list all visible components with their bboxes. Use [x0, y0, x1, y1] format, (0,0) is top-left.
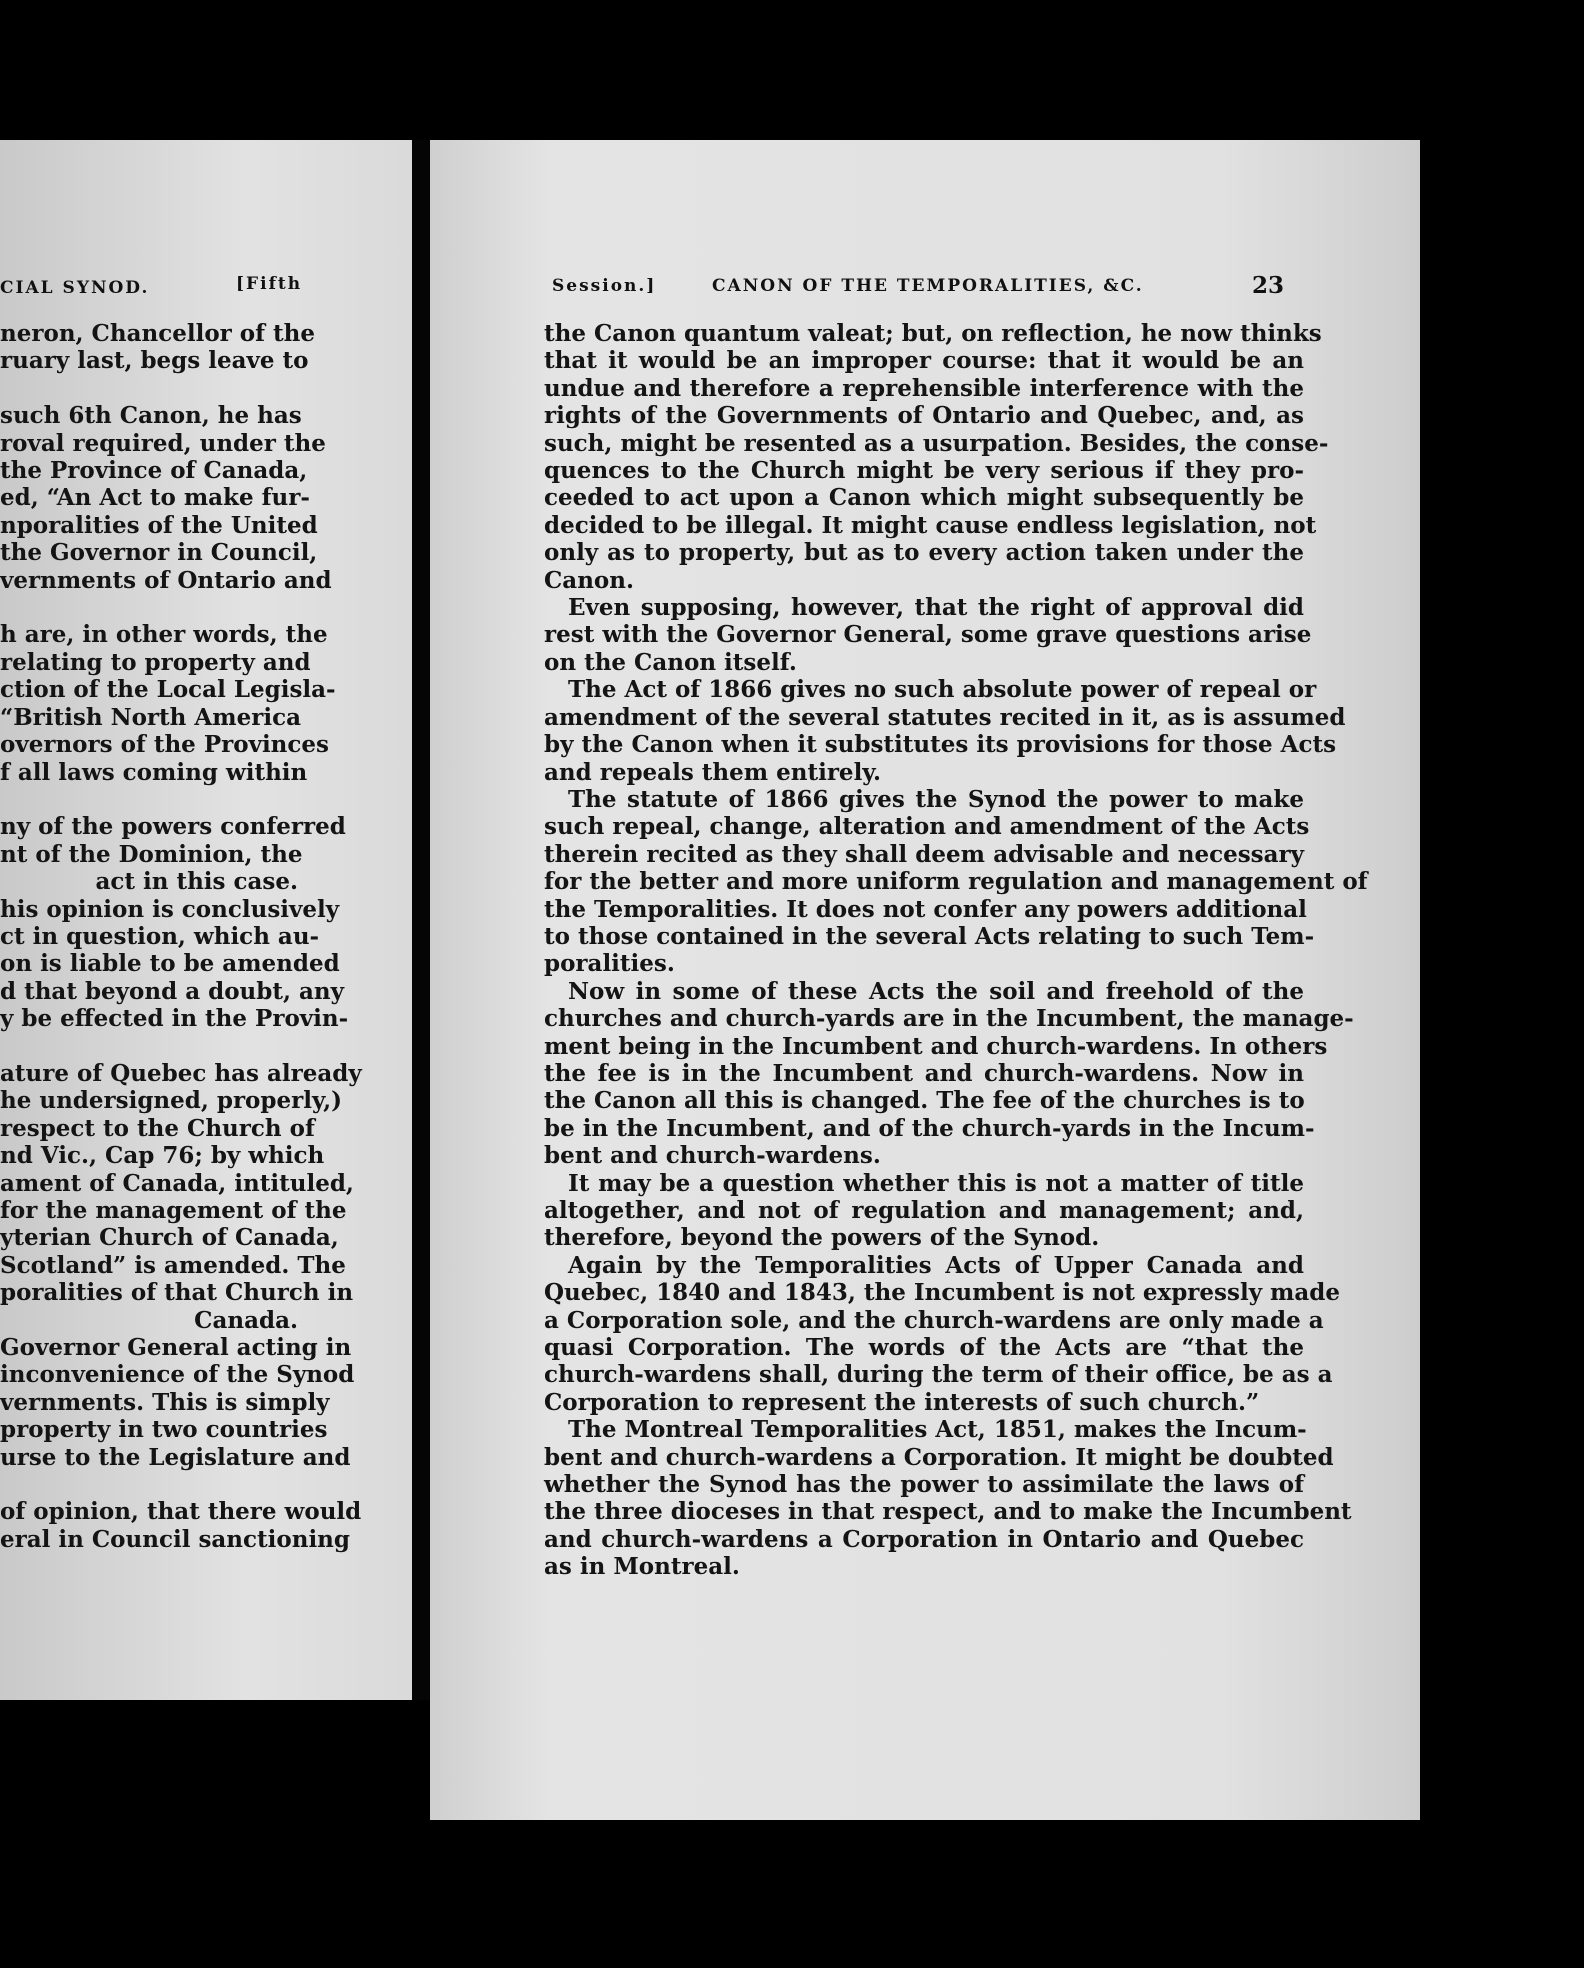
text-line: Corporation to represent the interests of such church.”	[544, 1388, 1260, 1416]
text-line: y be effected in the Provin-	[0, 1005, 349, 1033]
text-line: such, might be resented as a usurpation. Besides, the conse-	[544, 429, 1329, 457]
text-line: nporalities of the United	[0, 511, 318, 539]
left-page-text	[0, 320, 362, 1553]
text-line: ceeded to act upon a Canon which might subsequently be	[544, 484, 1304, 512]
text-line: he undersigned, properly,)	[0, 1087, 343, 1115]
text-line: such repeal, change, alteration and amendment of the Acts	[544, 813, 1310, 841]
text-line: neron, Chancellor of the	[0, 320, 316, 347]
text-line: that it would be an improper course: that it would be an	[544, 347, 1304, 375]
text-line: for the better and more uniform regulation and management of	[544, 868, 1368, 896]
text-line: church-wardens shall, during the term of their office, be as a	[544, 1361, 1333, 1389]
text-line: Governor General acting in	[0, 1334, 352, 1362]
text-line: The Act of 1866 gives no such absolute power of repeal or	[568, 676, 1317, 704]
text-line: Now in some of these Acts the soil and freehold of the	[568, 977, 1304, 1005]
running-head-session: Session.]	[552, 276, 657, 296]
right-page-text	[544, 320, 1368, 1581]
text-line	[0, 594, 298, 621]
text-line: poralities of that Church in	[0, 1279, 354, 1307]
text-line: inconvenience of the Synod	[0, 1361, 355, 1389]
text-line: poralities.	[544, 950, 675, 978]
text-line: whether the Synod has the power to assimilate the laws of	[544, 1471, 1304, 1499]
text-line: by the Canon when it substitutes its provisions for those Acts	[544, 731, 1337, 759]
text-line: Scotland” is amended. The	[0, 1251, 346, 1279]
text-line: therein recited as they shall deem advisable and necessary	[544, 840, 1304, 868]
book-gutter	[412, 140, 430, 1700]
text-line	[0, 786, 298, 813]
text-line: and repeals them entirely.	[544, 758, 882, 786]
text-line: Canada.	[194, 1306, 298, 1334]
text-line: quasi Corporation. The words of the Acts are “that the	[544, 1334, 1304, 1362]
text-line: Again by the Temporalities Acts of Upper Canada and	[568, 1251, 1304, 1279]
text-line: ature of Quebec has already	[0, 1059, 362, 1087]
text-line: ament of Canada, intituled,	[0, 1169, 354, 1197]
text-line: Even supposing, however, that the right of approval did	[568, 594, 1304, 622]
text-line: only as to property, but as to every action taken under the	[544, 539, 1304, 567]
text-line: The Montreal Temporalities Act, 1851, makes the Incum-	[568, 1416, 1307, 1444]
text-line: and church-wardens a Corporation in Ontario and Quebec	[544, 1525, 1304, 1553]
text-line: h are, in other words, the	[0, 621, 328, 649]
text-line: the three dioceses in that respect, and to make the Incumbent	[544, 1498, 1352, 1526]
text-line: as in Montreal.	[544, 1553, 740, 1581]
page-number: 23	[1252, 272, 1285, 299]
text-line: of opinion, that there would	[0, 1498, 362, 1526]
text-line: be in the Incumbent, and of the church-yards in the Incum-	[544, 1114, 1315, 1142]
text-line: The statute of 1866 gives the Synod the power to make	[568, 785, 1304, 813]
text-line: urse to the Legislature and	[0, 1443, 351, 1471]
running-head-title: CANON OF THE TEMPORALITIES, &C.	[712, 276, 1144, 296]
text-line: on is liable to be amended	[0, 950, 340, 978]
text-line: f all laws coming within	[0, 758, 308, 786]
text-line: ction of the Local Legisla-	[0, 676, 336, 704]
text-line: quences to the Church might be very serious if they pro-	[544, 457, 1304, 485]
text-line	[0, 1471, 298, 1498]
text-line: ny of the powers conferred	[0, 813, 346, 841]
text-line: respect to the Church of	[0, 1114, 315, 1142]
text-line: the Canon quantum valeat; but, on reflection, he now thinks	[544, 320, 1322, 347]
text-line: bent and church-wardens a Corporation. It might be doubted	[544, 1443, 1334, 1471]
text-line: such 6th Canon, he has	[0, 402, 302, 430]
text-line: relating to property and	[0, 648, 311, 676]
text-line: vernments. This is simply	[0, 1388, 330, 1416]
text-line: altogether, and not of regulation and management; and,	[544, 1197, 1304, 1224]
left-running-head-session: [Fifth	[236, 274, 303, 294]
text-line: the Temporalities. It does not confer any powers additional	[544, 895, 1307, 923]
left-page	[0, 140, 412, 1700]
text-line: Quebec, 1840 and 1843, the Incumbent is not expressly made	[544, 1279, 1341, 1307]
text-line: eral in Council sanctioning	[0, 1525, 350, 1553]
text-line: ment being in the Incumbent and church-wardens. In others	[544, 1032, 1328, 1060]
text-line: bent and church-wardens.	[544, 1142, 881, 1170]
text-line: roval required, under the	[0, 429, 326, 457]
text-line: overnors of the Provinces	[0, 731, 329, 759]
text-line: rights of the Governments of Ontario and Quebec, and, as	[544, 402, 1304, 430]
text-line: ruary last, begs leave to	[0, 347, 309, 375]
text-line: amendment of the several statutes recited in it, as is assumed	[544, 703, 1346, 731]
text-line: the Governor in Council,	[0, 539, 318, 567]
text-line: a Corporation sole, and the church-wardens are only made a	[544, 1306, 1324, 1334]
text-line: Canon.	[544, 566, 635, 594]
text-line: nt of the Dominion, the	[0, 840, 303, 868]
text-line: property in two countries	[0, 1416, 328, 1444]
text-line: his opinion is conclusively	[0, 895, 340, 923]
text-line: rest with the Governor General, some grave questions arise	[544, 621, 1312, 649]
right-page	[430, 140, 1420, 1820]
text-line: for the management of the	[0, 1197, 347, 1224]
text-line: the fee is in the Incumbent and church-wardens. Now in	[544, 1059, 1304, 1087]
text-line: It may be a question whether this is not a matter of title	[568, 1169, 1304, 1197]
text-line: ct in question, which au-	[0, 922, 320, 950]
text-line: the Province of Canada,	[0, 457, 308, 485]
text-line: ed, “An Act to make fur-	[0, 484, 310, 512]
text-line: nd Vic., Cap 76; by which	[0, 1142, 325, 1170]
text-line: churches and church-yards are in the Incumbent, the manage-	[544, 1005, 1354, 1033]
text-line: on the Canon itself.	[544, 648, 797, 676]
text-line: decided to be illegal. It might cause endless legislation, not	[544, 511, 1317, 539]
text-line: d that beyond a doubt, any	[0, 977, 344, 1005]
text-line: vernments of Ontario and	[0, 566, 332, 594]
text-line: “British North America	[0, 703, 301, 731]
left-running-head: CIAL SYNOD.	[0, 278, 150, 298]
text-line	[0, 375, 298, 402]
text-line: yterian Church of Canada,	[0, 1224, 339, 1252]
text-line: undue and therefore a reprehensible interference with the	[544, 374, 1304, 402]
text-line: act in this case.	[95, 868, 298, 896]
text-line: to those contained in the several Acts relating to such Tem-	[544, 922, 1315, 950]
text-line	[0, 1033, 298, 1060]
text-line: the Canon all this is changed. The fee of the churches is to	[544, 1087, 1305, 1115]
text-line: therefore, beyond the powers of the Synod.	[544, 1224, 1100, 1252]
